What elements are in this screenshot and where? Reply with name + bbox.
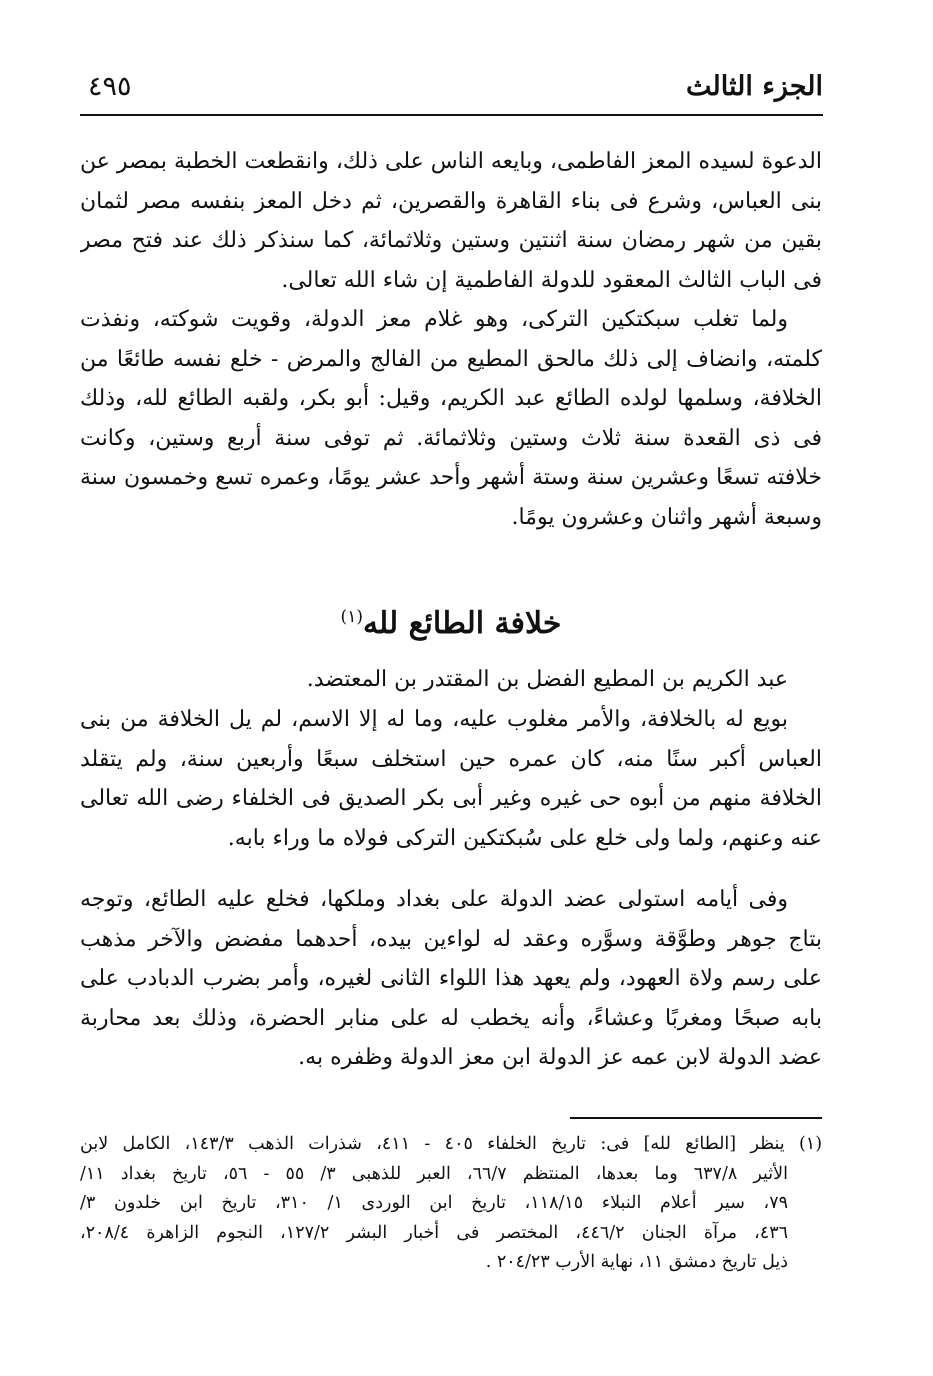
footnote-line: ٧٩، سير أعلام النبلاء ١١٨/١٥، تاريخ ابن الوردى ١/ ٣١٠، تاريخ ابن خلدون ٣/ — [80, 1193, 788, 1213]
footnote-marker[interactable]: (١) — [340, 607, 363, 627]
section-title-text: خلافة الطائع لله — [362, 606, 562, 641]
footnote-line: الأثير ٦٣٧/٨ وما بعدها، المنتظم ٦٦/٧، العبر للذهبى ٣/ ٥٥ - ٥٦، تاريخ بغداد ١١/ — [80, 1163, 788, 1184]
page-number: ٤٩٥ — [88, 71, 132, 102]
paragraph — [80, 142, 822, 300]
text-line: الخلافة، وسلمها لولده الطائع عبد الكريم، وقيل: أبو بكر، ولقبه الطائع لله، وذلك — [80, 386, 822, 411]
text-line: خلافته تسعًا وعشرين سنة وستة أشهر وأحد عشر يومًا، وعمره تسع وخمسون سنة — [80, 465, 822, 490]
text-line: ولما تغلب سبكتكين التركى، وهو غلام معز الدولة، وقويت شوكته، ونفذت — [80, 307, 788, 332]
page-header — [80, 62, 823, 110]
paragraph — [80, 660, 822, 700]
text-line: وسبعة أشهر واثنان وعشرون يومًا. — [511, 504, 822, 530]
text-line: عنه وعنهم، ولما ولى خلع على سُبكتكين التركى فولاه ما وراء بابه. — [227, 825, 822, 851]
footnote — [80, 1130, 822, 1278]
text-line: بتاج جوهر وطوَّقة وسوَّره وعقد له لواءين بيده، أحدهما مفضض والآخر مذهب — [80, 926, 822, 952]
text-line: الدعوة لسيده المعز الفاطمى، وبايعه الناس على ذلك، وانقطعت الخطبة بمصر عن — [80, 149, 822, 174]
text-line: فى الباب الثالث المعقود للدولة الفاطمية إن شاء الله تعالى. — [281, 267, 822, 293]
text-line: وفى أيامه استولى عضد الدولة على بغداد وملكها، فخلع عليه الطائع، وتوجه — [80, 887, 788, 912]
footnote-line: ذيل تاريخ دمشق ١١، نهاية الأرب ٢٠٤/٢٣ . — [485, 1252, 788, 1272]
header-rule — [80, 114, 823, 116]
paragraph — [80, 880, 822, 1078]
footnote-separator — [570, 1117, 822, 1119]
footnote-line: ٤٣٦، مرآة الجنان ٤٤٦/٢، المختصر فى أخبار البشر ١٢٧/٢، النجوم الزاهرة ٢٠٨/٤، — [80, 1222, 789, 1243]
text-line: بابه صبحًا ومغربًا وعشاءً، وأنه يخطب له على منابر الحضرة، وذلك بعد محاربة — [80, 1005, 822, 1031]
text-line: على رسم ولاة العهود، ولم يعهد هذا اللواء الثانى لغيره، وأمر بضرب الدبادب على — [80, 966, 822, 991]
paragraph — [80, 700, 822, 858]
footnote-line: (١) ينظر [الطائع لله] فى: تاريخ الخلفاء ٤٠٥ - ٤١١، شذرات الذهب ١٤٣/٣، الكامل لابن — [80, 1134, 822, 1154]
text-line: عضد الدولة لابن عمه عز الدولة ابن معز الدولة وظفره به. — [298, 1045, 822, 1070]
running-head: الجزء الثالث — [686, 71, 823, 102]
text-line: الخلافة منهم من أبوه حى غيره وغير أبى بكر الصديق فى الخلفاء رضى الله تعالى — [80, 786, 822, 811]
text-line: عبد الكريم بن المطيع الفضل بن المقتدر بن المعتضد. — [306, 667, 788, 692]
text-line: فى ذى القعدة سنة ثلاث وستين وثلاثمائة. ثم توفى سنة أربع وستين، وكانت — [80, 425, 822, 451]
section-heading — [80, 596, 822, 645]
text-line: العباس أكبر سنًا منه، كان عمره حين استخلف سبعًا وأربعين سنة، ولم يتقلد — [80, 746, 822, 772]
text-line: كلمته، وانضاف إلى ذلك مالحق المطيع من الفالج والمرض - خلع نفسه طائعًا من — [80, 346, 822, 372]
text-line: بويع له بالخلافة، والأمر مغلوب عليه، وما له إلا الاسم، لم يل الخلافة من بنى — [80, 707, 788, 732]
text-line: بنى العباس، وشرع فى بناء القاهرة والقصرين، ثم دخل المعز بنفسه مصر لثمان — [80, 188, 822, 214]
text-line: بقين من شهر رمضان سنة اثنتين وستين وثلاثمائة، كما سنذكر ذلك عند فتح مصر — [80, 228, 822, 253]
paragraph — [80, 300, 822, 537]
